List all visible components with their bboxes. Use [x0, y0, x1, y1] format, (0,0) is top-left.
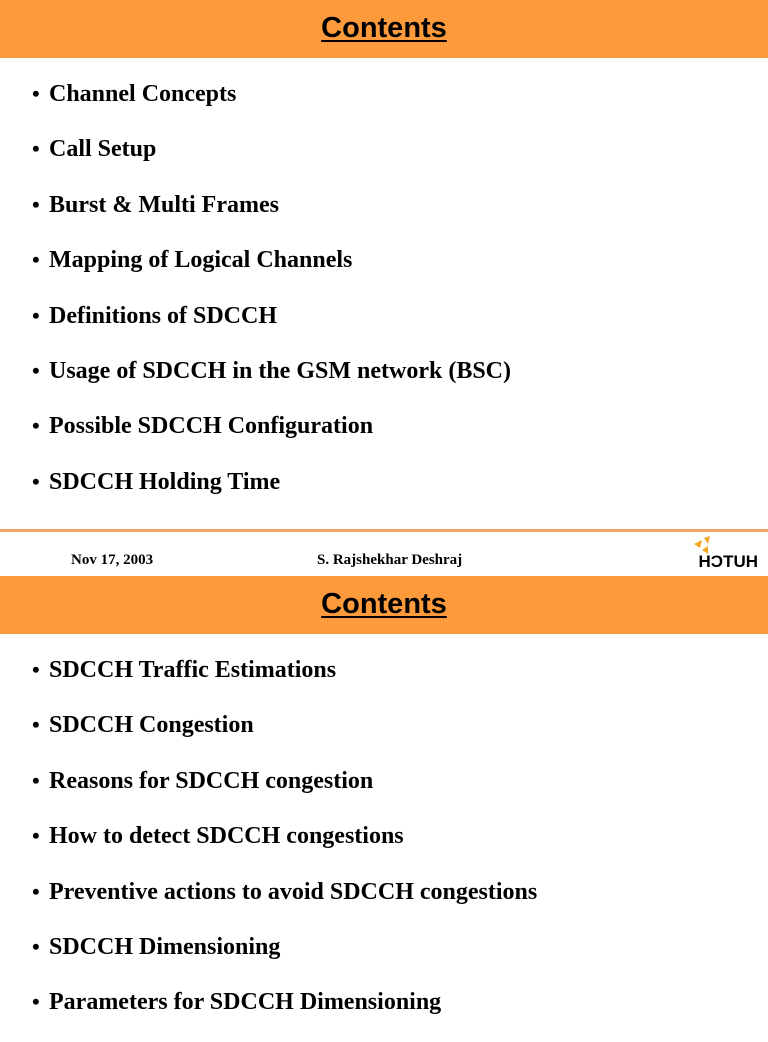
- list-item-text: Mapping of Logical Channels: [49, 247, 353, 274]
- bullet-icon: •: [32, 823, 40, 849]
- bullet-icon: •: [32, 767, 40, 793]
- list-item-text: Possible SDCCH Configuration: [49, 413, 374, 440]
- bullet-icon: •: [32, 191, 40, 217]
- bullet-icon: •: [32, 878, 40, 904]
- bullet-icon: •: [32, 413, 40, 439]
- list-item: [32, 78, 511, 133]
- slide-title: Contents: [321, 11, 447, 44]
- hutch-logo-icon: [690, 536, 760, 572]
- list-item: [32, 931, 537, 986]
- bullet-icon: •: [32, 712, 40, 738]
- list-item-text: SDCCH Holding Time: [49, 468, 281, 495]
- list-item-text: Usage of SDCCH in the GSM network (BSC): [49, 357, 511, 384]
- list-item: [32, 133, 511, 188]
- footer-divider: [0, 529, 768, 532]
- logo-text: HUTCH: [698, 552, 758, 571]
- list-item: [32, 410, 511, 465]
- bullet-icon: •: [32, 989, 40, 1015]
- list-item: [32, 300, 511, 355]
- list-item-text: SDCCH Congestion: [49, 712, 254, 739]
- list-item: [32, 876, 537, 931]
- bullet-icon: •: [32, 247, 40, 273]
- bullet-list: [32, 654, 537, 1042]
- bullet-icon: •: [32, 933, 40, 959]
- title-bar: [0, 576, 768, 634]
- bullet-icon: •: [32, 81, 40, 106]
- list-item: [32, 709, 537, 764]
- list-item-text: Definitions of SDCCH: [49, 302, 278, 329]
- list-item-text: SDCCH Traffic Estimations: [49, 657, 337, 683]
- list-item-text: Parameters for SDCCH Dimensioning: [49, 989, 442, 1016]
- list-item-text: Preventive actions to avoid SDCCH congestions: [49, 878, 538, 905]
- footer-author: S. Rajshekhar Deshraj: [317, 552, 463, 568]
- bullet-icon: •: [32, 136, 40, 162]
- list-item: [32, 820, 537, 875]
- list-item: [32, 355, 511, 410]
- list-item: [32, 244, 511, 299]
- slide-title: Contents: [321, 587, 447, 620]
- list-item-text: SDCCH Dimensioning: [49, 933, 281, 960]
- bullet-list: [32, 78, 511, 521]
- bullet-icon: •: [32, 302, 40, 328]
- list-item: [32, 189, 511, 244]
- bullet-icon: •: [32, 468, 40, 494]
- bullet-icon: •: [32, 657, 40, 682]
- list-item: [32, 654, 537, 709]
- list-item-text: Burst & Multi Frames: [49, 191, 279, 218]
- footer-date: Nov 17, 2003: [71, 552, 154, 568]
- list-item: [32, 986, 537, 1041]
- hutch-logo-graphic: [690, 536, 760, 572]
- list-item-text: Channel Concepts: [49, 81, 237, 107]
- list-item-text: Reasons for SDCCH congestion: [49, 767, 374, 794]
- list-item-text: Call Setup: [49, 136, 157, 163]
- title-bar: [0, 0, 768, 58]
- slide-2: [0, 576, 768, 1024]
- bullet-icon: •: [32, 357, 40, 383]
- list-item: [32, 466, 511, 521]
- list-item-text: How to detect SDCCH congestions: [49, 823, 404, 850]
- list-item: [32, 765, 537, 820]
